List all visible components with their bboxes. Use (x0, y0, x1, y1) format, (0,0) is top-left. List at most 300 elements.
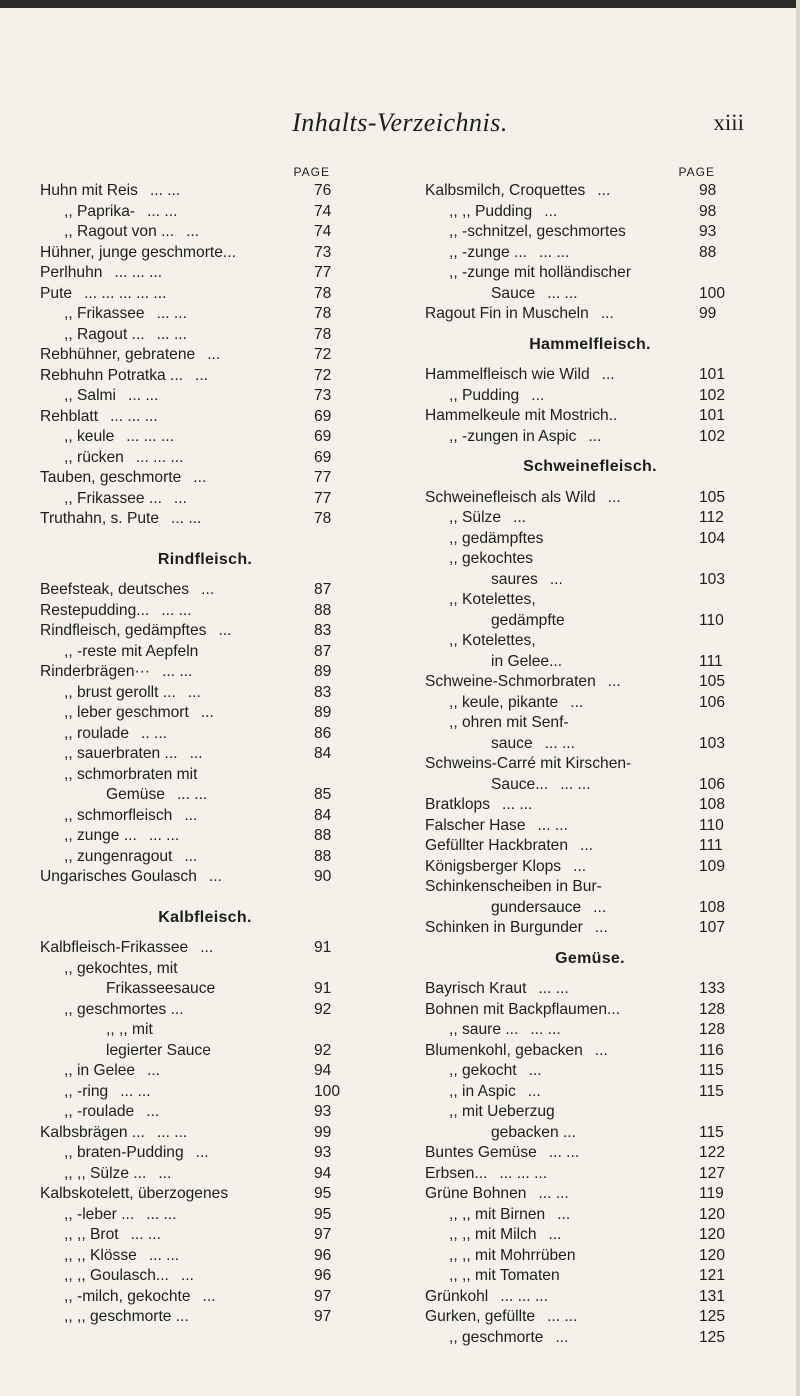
entry-page-number: 106 (699, 693, 726, 711)
index-entry (40, 621, 370, 642)
index-entry (40, 683, 370, 704)
index-entry (425, 1102, 755, 1123)
entry-title: Rinderbrägen··· (40, 663, 151, 680)
entry-title: gedämpfte (491, 611, 565, 629)
entry-page-number: 73 (314, 387, 332, 404)
entry-title: Rindfleisch, gedämpftes (40, 622, 207, 639)
index-entry (425, 1287, 755, 1308)
entry-leader-dots: ... (548, 1226, 562, 1243)
entry-title: Frikasseesauce (106, 980, 216, 997)
entry-title: ,, braten-Pudding (64, 1144, 184, 1161)
entry-leader-dots: ... ... (146, 1205, 177, 1223)
entry-leader-dots: ... (588, 427, 602, 445)
entry-title: Rebhuhn Potratka ... (40, 366, 184, 384)
entry-page-number: 93 (314, 1144, 332, 1161)
page-title: Inhalts-Verzeichnis. (292, 108, 508, 137)
entry-page-number: 78 (314, 325, 332, 343)
index-entry (40, 407, 370, 428)
entry-leader-dots: ... ... ... (114, 264, 163, 281)
entry-page-number: 92 (314, 1000, 332, 1018)
entry-page-number: 88 (314, 827, 332, 844)
index-entry (425, 1225, 755, 1246)
index-entry (40, 979, 370, 1000)
index-entry (40, 1102, 370, 1123)
entry-leader-dots: ... ... (547, 284, 578, 302)
index-entry (425, 693, 755, 714)
entry-title: Ungarisches Goulasch (40, 868, 197, 885)
entry-page-number: 103 (699, 734, 726, 752)
index-entry (40, 427, 370, 448)
entry-title: ,, ,, mit Milch (449, 1226, 537, 1243)
index-entry (425, 816, 755, 837)
entry-page-number: 88 (314, 847, 332, 865)
index-entry (425, 1246, 755, 1267)
entry-title: ,, Frikassee (64, 305, 145, 322)
entry-page-number: 78 (314, 510, 332, 527)
entry-leader-dots: ... ... (156, 1123, 188, 1141)
index-entry (425, 672, 755, 693)
beef-group (40, 580, 370, 888)
index-entry (40, 601, 370, 622)
entry-leader-dots: ... (570, 693, 584, 711)
entry-leader-dots: ... (187, 683, 201, 701)
entry-page-number: 120 (699, 1205, 726, 1223)
index-entry (40, 1205, 370, 1226)
index-entry (425, 918, 755, 939)
veal-group-continued (425, 181, 755, 325)
entry-page-number: 108 (699, 796, 726, 813)
entry-leader-dots: .. ... (141, 724, 168, 742)
entry-page-number: 96 (314, 1246, 332, 1264)
index-entry (40, 1020, 370, 1041)
index-entry (425, 304, 755, 325)
index-entry (40, 642, 370, 663)
entry-leader-dots: ... ... ... (135, 448, 184, 466)
section-heading-rindfleisch: Rindfleisch. (157, 550, 253, 568)
entry-page-number: 87 (314, 581, 332, 598)
entry-page-number: 105 (699, 673, 726, 690)
entry-page-number: 95 (314, 1205, 332, 1223)
entry-page-number: 91 (314, 939, 332, 956)
index-entry (40, 959, 370, 980)
entry-leader-dots: ... ... ... (126, 428, 174, 445)
entry-leader-dots: ... (607, 488, 621, 506)
entry-leader-dots: ... ... (537, 816, 568, 834)
entry-page-number: 122 (699, 1144, 726, 1161)
entry-title: ,, -ring (64, 1082, 109, 1100)
index-entry (40, 345, 370, 366)
entry-page-number: 99 (314, 1123, 332, 1141)
index-entry (425, 1328, 755, 1349)
entry-title: ,, Kotelettes, (449, 632, 536, 649)
index-entry (40, 1041, 370, 1062)
index-entry (40, 785, 370, 806)
entry-page-number: 101 (699, 407, 726, 424)
index-entry (425, 979, 755, 1000)
entry-page-number: 78 (314, 284, 332, 302)
entry-page-number: 102 (699, 427, 726, 445)
entry-page-number: 84 (314, 745, 332, 762)
entry-title: ,, in Aspic (449, 1082, 516, 1100)
entry-title: Hammelfleisch wie Wild (425, 366, 590, 383)
column-page-label: PAGE (678, 165, 715, 179)
entry-page-number: 87 (314, 642, 332, 660)
index-column-right (425, 163, 755, 1348)
index-entry (425, 243, 755, 264)
entry-page-number: 115 (699, 1062, 724, 1079)
entry-leader-dots: ... ... (128, 387, 159, 404)
entry-page-number: 69 (314, 448, 332, 466)
index-entry (40, 448, 370, 469)
index-entry (425, 795, 755, 816)
entry-title: Schweins-Carré mit Kirschen- (425, 755, 632, 772)
entry-leader-dots: ... (513, 509, 527, 526)
index-entry (425, 386, 755, 407)
entry-page-number: 98 (699, 202, 717, 220)
entry-page-number: 109 (699, 857, 726, 875)
entry-page-number: 98 (699, 182, 717, 199)
entry-page-number: 107 (699, 919, 726, 936)
index-entry (40, 181, 370, 202)
entry-title: Schweine-Schmorbraten (425, 673, 596, 690)
entry-page-number: 115 (699, 1123, 724, 1141)
index-entry (425, 1041, 755, 1062)
entry-title: Huhn mit Reis (40, 182, 138, 199)
entry-title: Erbsen... (425, 1164, 488, 1182)
entry-title: gundersauce (491, 898, 582, 916)
entry-leader-dots: ... ... (544, 734, 575, 752)
index-entry (425, 570, 755, 591)
entry-page-number: 110 (699, 611, 724, 629)
index-entry (40, 1287, 370, 1308)
entry-title: Grüne Bohnen (425, 1185, 527, 1202)
entry-leader-dots: ... (573, 857, 587, 875)
entry-title: ,, -roulade (64, 1103, 135, 1120)
index-entry (40, 826, 370, 847)
entry-title: Rebhühner, gebratene (40, 346, 196, 363)
entry-title: ,, ,, mit (106, 1021, 153, 1038)
index-entry (40, 1307, 370, 1328)
entry-title: Hühner, junge geschmorte... (40, 243, 236, 261)
entry-title: Kalbsbrägen ... (40, 1123, 145, 1141)
entry-page-number: 74 (314, 223, 332, 240)
entry-page-number: 111 (699, 652, 723, 670)
entry-title: ,, saure ... (449, 1021, 519, 1038)
entry-page-number: 105 (699, 488, 726, 506)
entry-title: Sauce (491, 284, 536, 302)
entry-leader-dots: ... (528, 1062, 542, 1079)
entry-title: ,, zungenragout (64, 847, 173, 865)
entry-leader-dots: ... ... (148, 1246, 180, 1264)
index-entry (40, 1246, 370, 1267)
entry-page-number: 119 (699, 1185, 724, 1202)
entry-leader-dots: ... ... ... (499, 1164, 548, 1182)
entry-page-number: 102 (699, 386, 726, 404)
entry-page-number: 85 (314, 786, 332, 803)
entry-title: Beefsteak, deutsches (40, 581, 190, 598)
entry-page-number: 92 (314, 1041, 332, 1059)
entry-title: Kalbsmilch, Croquettes (425, 182, 586, 199)
index-entry (40, 263, 370, 284)
index-entry (40, 765, 370, 786)
entry-leader-dots: ... (531, 386, 545, 404)
entry-title: Pute (40, 284, 73, 302)
entry-title: ,, ,, Klösse (64, 1246, 137, 1264)
entry-page-number: 103 (699, 570, 726, 588)
entry-title: ,, Kotelettes, (449, 591, 536, 608)
entry-page-number: 78 (314, 305, 332, 322)
entry-page-number: 69 (314, 407, 332, 425)
entry-leader-dots: ... ... (147, 202, 178, 220)
index-entry (40, 284, 370, 305)
entry-title: Blumenkohl, gebacken (425, 1041, 583, 1059)
index-entry (425, 857, 755, 878)
entry-title: ,, keule (64, 428, 115, 445)
entry-leader-dots: ... ... (560, 775, 591, 793)
index-entry (40, 806, 370, 827)
entry-title: ,, leber geschmort (64, 704, 189, 721)
entry-leader-dots: ... ... (156, 305, 187, 322)
index-entry (425, 652, 755, 673)
entry-title: Tauben, geschmorte (40, 469, 182, 486)
entry-page-number: 131 (699, 1287, 726, 1305)
index-entry (40, 580, 370, 601)
page-top-edge (0, 0, 800, 8)
entry-page-number: 106 (699, 775, 726, 793)
index-entry (425, 1143, 755, 1164)
entry-page-number: 128 (699, 1000, 726, 1018)
entry-page-number: 84 (314, 806, 332, 824)
index-entry (40, 1123, 370, 1144)
entry-title: ,, ,, Sülze ... (64, 1164, 147, 1182)
pork-group (425, 488, 755, 939)
entry-title: legierter Sauce (106, 1041, 211, 1059)
entry-leader-dots: ... (607, 673, 621, 690)
index-entry (425, 1307, 755, 1328)
entry-leader-dots: ... ... (538, 1185, 569, 1202)
entry-title: ,, ,, mit Tomaten (449, 1267, 560, 1284)
entry-title: ,, Salmi (64, 387, 116, 404)
index-entry (425, 529, 755, 550)
entry-leader-dots: ... (200, 939, 214, 956)
entry-title: ,, geschmortes ... (64, 1000, 184, 1018)
entry-leader-dots: ... (593, 898, 607, 916)
entry-page-number: 94 (314, 1164, 332, 1182)
entry-page-number: 69 (314, 428, 332, 445)
entry-title: ,, -reste mit Aepfeln (64, 642, 199, 660)
entry-title: ,, zunge ... (64, 827, 137, 844)
page-number: xiii (713, 110, 744, 135)
index-entry (425, 202, 755, 223)
index-entry (425, 754, 755, 775)
index-entry (40, 1082, 370, 1103)
entry-title: ,, ohren mit Senf- (449, 714, 569, 731)
entry-page-number: 128 (699, 1021, 726, 1038)
index-entry (40, 386, 370, 407)
entry-leader-dots: ... (184, 806, 198, 824)
entry-page-number: 86 (314, 724, 332, 742)
entry-leader-dots: ... (189, 745, 203, 762)
entry-page-number: 83 (314, 683, 332, 701)
entry-title: Gefüllter Hackbraten (425, 837, 569, 854)
entry-page-number: 125 (699, 1308, 726, 1325)
entry-page-number: 91 (314, 980, 332, 997)
entry-page-number: 77 (314, 469, 332, 486)
entry-title: Falscher Hase (425, 816, 526, 834)
entry-title: ,, ,, Brot (64, 1226, 119, 1243)
index-entry (40, 1061, 370, 1082)
entry-leader-dots: ... (195, 366, 209, 384)
entry-title: Gemüse (106, 786, 165, 803)
entry-title: ,, -zunge ... (449, 243, 528, 261)
index-entry (40, 202, 370, 223)
entry-title: ,, -leber ... (64, 1205, 135, 1223)
index-entry (425, 611, 755, 632)
index-entry (40, 243, 370, 264)
entry-page-number: 94 (314, 1062, 332, 1079)
entry-title: ,, keule, pikante (449, 693, 559, 711)
entry-title: ,, ,, mit Birnen (449, 1205, 546, 1223)
entry-leader-dots: ... ... (161, 601, 192, 619)
index-entry (425, 549, 755, 570)
entry-page-number: 93 (699, 223, 717, 240)
entry-title: in Gelee... (491, 652, 563, 670)
entry-title: ,, -milch, gekochte (64, 1287, 191, 1305)
entry-leader-dots: ... (180, 1267, 194, 1284)
entry-leader-dots: ... (549, 570, 563, 588)
entry-title: Truthahn, s. Pute (40, 510, 160, 527)
entry-title: Schinkenscheiben in Bur- (425, 878, 602, 895)
entry-page-number: 76 (314, 182, 332, 199)
index-entry (40, 724, 370, 745)
index-entry (425, 488, 755, 509)
entry-title: Restepudding... (40, 601, 150, 619)
entry-title: ,, Frikassee ... (64, 489, 162, 507)
entry-title: Buntes Gemüse (425, 1144, 537, 1161)
entry-leader-dots: ... (597, 182, 611, 199)
entry-leader-dots: ... (202, 1287, 216, 1305)
index-entry (40, 1225, 370, 1246)
entry-title: ,, sauerbraten ... (64, 745, 178, 762)
index-entry (40, 867, 370, 888)
index-entry (425, 181, 755, 202)
index-column-left (40, 163, 370, 1328)
entry-title: ,, ,, geschmorte ... (64, 1308, 189, 1325)
index-entry (425, 1184, 755, 1205)
mutton-group (425, 365, 755, 447)
entry-leader-dots: ... (557, 1205, 571, 1223)
entry-page-number: 116 (699, 1041, 724, 1059)
entry-title: Schweinefleisch als Wild (425, 488, 596, 506)
entry-page-number: 120 (699, 1246, 726, 1264)
entry-leader-dots: ... (218, 622, 232, 639)
index-entry (40, 662, 370, 683)
entry-page-number: 73 (314, 243, 332, 261)
index-entry (40, 1184, 370, 1205)
entry-title: ,, Paprika- (64, 202, 136, 220)
index-entry (40, 1164, 370, 1185)
entry-title: ,, -schnitzel, geschmortes (449, 223, 626, 240)
index-entry (40, 366, 370, 387)
entry-leader-dots: ... (158, 1164, 172, 1182)
entry-title: Bayrisch Kraut (425, 980, 527, 997)
entry-leader-dots: ... ... (176, 786, 208, 803)
entry-title: ,, Ragout von ... (64, 223, 175, 240)
entry-title: Rehblatt (40, 407, 99, 425)
entry-leader-dots: ... (527, 1082, 541, 1100)
entry-page-number: 125 (699, 1328, 726, 1346)
entry-leader-dots: ... (601, 366, 615, 383)
entry-title: Königsberger Klops (425, 857, 562, 875)
entry-leader-dots: ... ... (538, 980, 569, 997)
entry-title: Kalbfleisch-Frikassee (40, 939, 189, 956)
entry-title: ,, ,, Goulasch... (64, 1267, 169, 1284)
index-entry (425, 734, 755, 755)
index-entry (40, 1000, 370, 1021)
entry-title: ,, ,, mit Mohrrüben (449, 1246, 576, 1264)
index-entry (40, 703, 370, 724)
entry-page-number: 101 (699, 366, 726, 383)
section-heading-kalbfleisch: Kalbfleisch. (158, 908, 252, 926)
entry-page-number: 93 (314, 1103, 332, 1120)
entry-page-number: 90 (314, 868, 332, 885)
index-entry (40, 509, 370, 530)
entry-leader-dots: ... (580, 837, 594, 854)
index-entry (425, 631, 755, 652)
entry-leader-dots: ... ... (530, 1021, 561, 1038)
column-page-label: PAGE (293, 165, 330, 179)
entry-leader-dots: ... ... (130, 1226, 161, 1243)
section-heading-gemuese: Gemüse. (555, 949, 625, 967)
entry-title: ,, brust gerollt ... (64, 683, 176, 701)
entry-title: ,, -zunge mit holländischer (449, 264, 632, 281)
index-entry (40, 325, 370, 346)
poultry-group (40, 181, 370, 530)
entry-leader-dots: ... (184, 847, 198, 865)
index-entry (425, 1020, 755, 1041)
entry-page-number: 96 (314, 1267, 332, 1284)
entry-page-number: 111 (699, 837, 723, 854)
page-header (0, 108, 800, 142)
index-entry (425, 775, 755, 796)
entry-leader-dots: ... (594, 1041, 608, 1059)
entry-page-number: 89 (314, 663, 332, 680)
index-entry (425, 508, 755, 529)
entry-title: ,, Sülze (449, 509, 502, 526)
entry-leader-dots: ... (186, 223, 200, 240)
index-entry (425, 1123, 755, 1144)
index-entry (40, 1266, 370, 1287)
index-entry (40, 222, 370, 243)
index-entry (425, 1205, 755, 1226)
index-entry (425, 222, 755, 243)
entry-page-number: 127 (699, 1164, 726, 1182)
entry-title: Sauce... (491, 775, 549, 793)
entry-title: ,, gedämpftes (449, 529, 544, 547)
index-entry (40, 489, 370, 510)
entry-page-number: 121 (699, 1267, 726, 1284)
entry-leader-dots: ... ... (156, 325, 187, 343)
entry-leader-dots: ... (555, 1328, 569, 1346)
index-entry (425, 406, 755, 427)
entry-page-number: 77 (314, 264, 332, 281)
entry-leader-dots: ... (193, 469, 207, 486)
index-entry (425, 836, 755, 857)
section-heading-schweinefleisch: Schweinefleisch. (523, 458, 657, 475)
entry-title: ,, rücken (64, 448, 124, 466)
index-entry (425, 1061, 755, 1082)
entry-title: Bratklops (425, 796, 491, 813)
